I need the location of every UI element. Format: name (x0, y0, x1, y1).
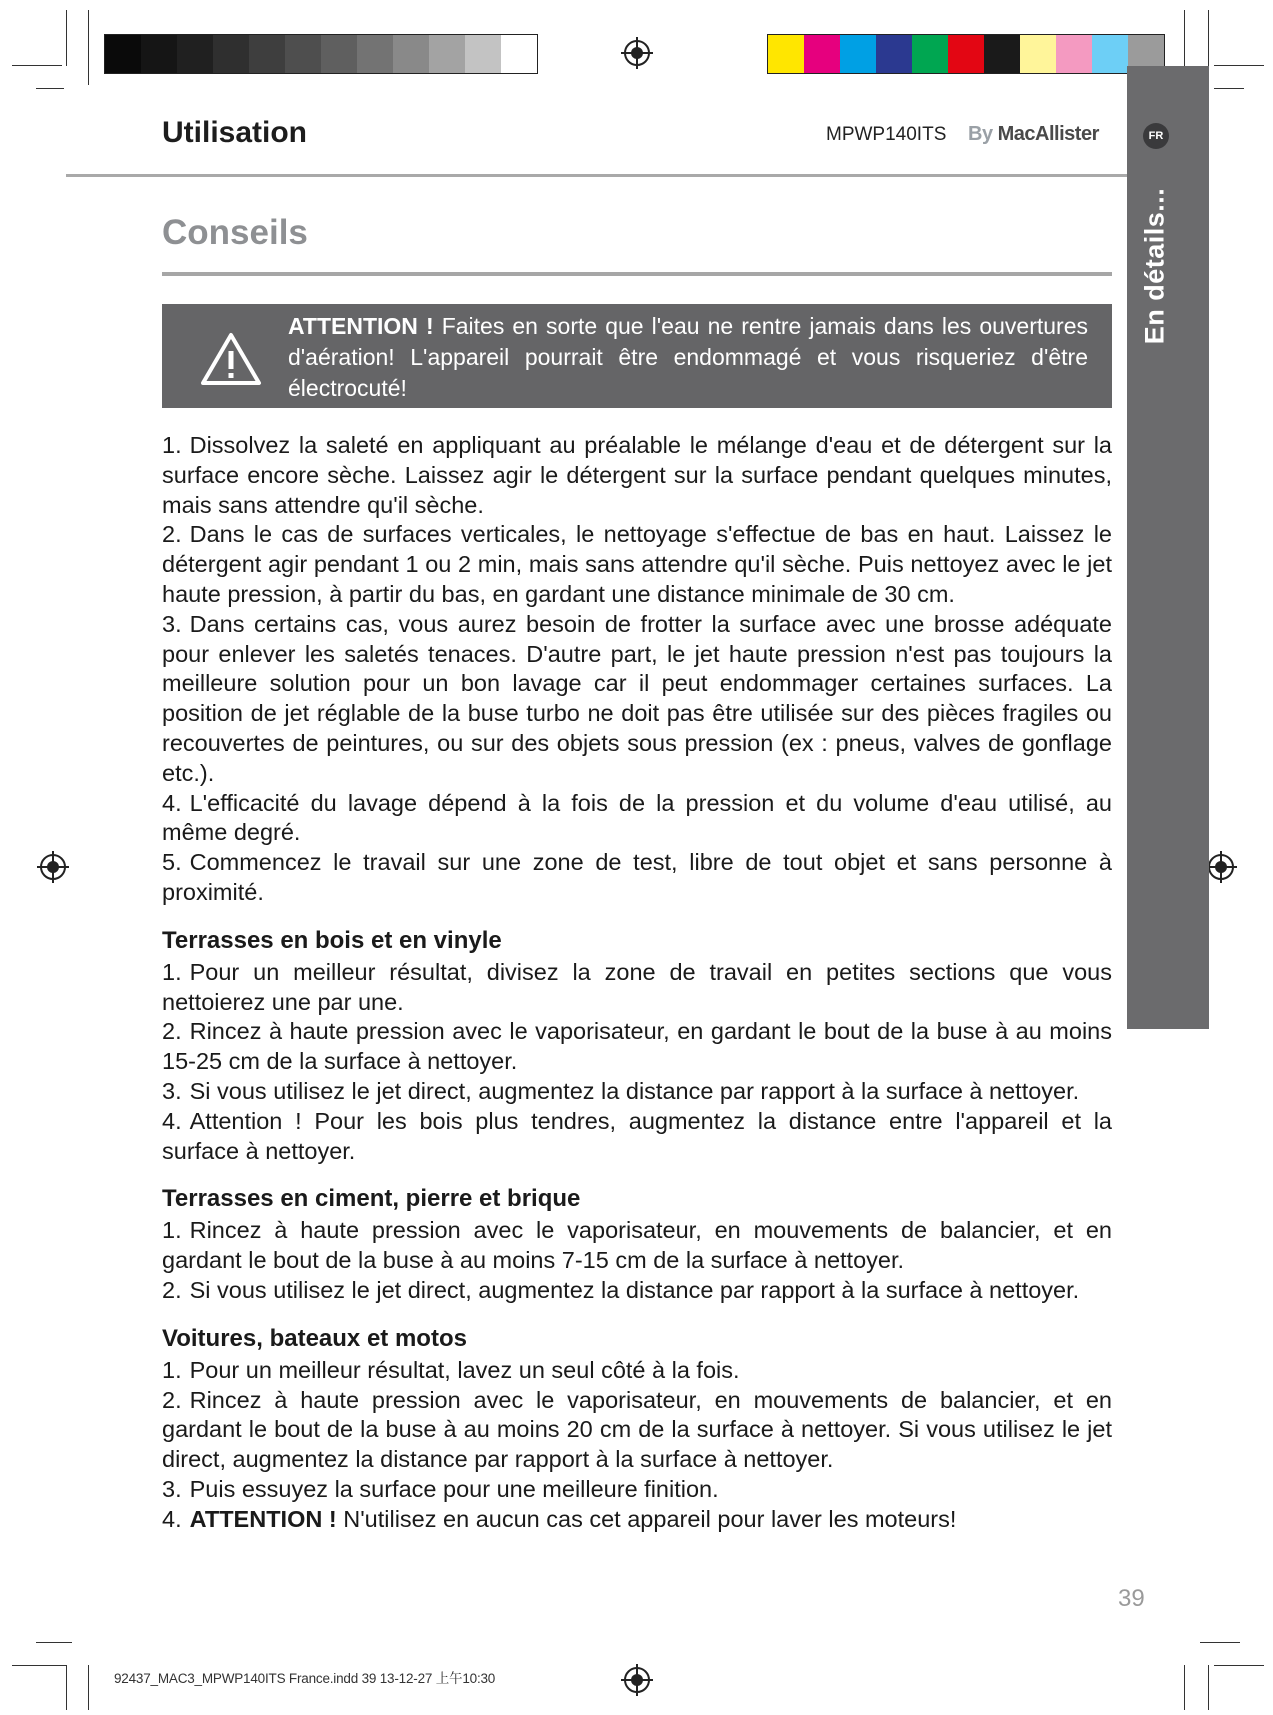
color-swatch (429, 35, 465, 73)
side-tab-label: En détails... (1139, 187, 1170, 345)
header-divider (66, 174, 1127, 177)
sub-heading-wood: Terrasses en bois et en vinyle (162, 926, 502, 954)
list-item (162, 1017, 1112, 1077)
list-item (162, 1276, 1112, 1306)
section-title: Utilisation (162, 116, 308, 149)
crop-mark (36, 1642, 72, 1643)
warning-box (162, 304, 1112, 408)
list-item (162, 1216, 1112, 1276)
brand-by: By (968, 123, 993, 145)
crop-mark (88, 10, 89, 85)
crop-mark (88, 1665, 89, 1710)
list-item-number: 4. (162, 789, 182, 816)
list-item (162, 431, 1112, 520)
list-item (162, 1386, 1112, 1475)
color-swatch (984, 35, 1020, 73)
list-item-number: 3. (162, 1077, 182, 1104)
list-item-text: Dans certains cas, vous aurez besoin de frotter la surface avec une brosse adéquate pour enlever les saletés tenaces. D'autre part, le jet haute pression n'est pas toujours la meilleure solution pour un bon lavage car il peut endommager certaines surfaces. La position de jet réglable de la buse turbo ne doit pas être utilisée sur des pièces fragiles ou recouvertes de peintures, ou sur des objets sous pression (ex : pneus, valves de gonflage etc.). (162, 610, 1112, 786)
footer-slug: 92437_MAC3_MPWP140ITS France.indd 39 13-12-27 上午10:30 (114, 1671, 496, 1686)
brand-logo (968, 123, 1099, 146)
crop-mark (1200, 1642, 1240, 1643)
list-item-text: Pour un meilleur résultat, lavez un seul côté à la fois. (189, 1356, 740, 1383)
list-item-number: 1. (162, 1356, 182, 1383)
color-calibration-bar (767, 34, 1165, 74)
color-swatch (357, 35, 393, 73)
list-item (162, 958, 1112, 1018)
crop-mark (1184, 1665, 1185, 1710)
color-swatch (105, 35, 141, 73)
list-item (162, 1505, 1112, 1535)
color-swatch (876, 35, 912, 73)
list-item-number: 3. (162, 610, 182, 637)
registration-mark-icon (620, 36, 654, 70)
model-number: MPWP140ITS (826, 124, 947, 145)
crop-mark (36, 88, 64, 89)
wood-tips-list (162, 958, 1112, 1167)
color-swatch (1020, 35, 1056, 73)
page-heading: Conseils (162, 213, 308, 252)
list-item-number: 5. (162, 849, 182, 876)
list-item-number: 1. (162, 432, 182, 458)
list-item (162, 1077, 1112, 1107)
color-swatch (1056, 35, 1092, 73)
warning-text (288, 311, 1088, 404)
brand-name: MacAllister (997, 123, 1099, 145)
list-item-number: 1. (162, 958, 182, 985)
language-badge: FR (1143, 123, 1169, 149)
list-item-text: Attention ! Pour les bois plus tendres, augmentez la distance entre l'appareil et la surface à nettoyer. (162, 1107, 1112, 1164)
crop-mark (12, 65, 62, 66)
registration-mark-icon (1204, 850, 1238, 884)
warning-lead: ATTENTION ! (288, 313, 434, 339)
color-swatch (804, 35, 840, 73)
warning-body: Faites en sorte que l'eau ne rentre jamais dans les ouvertures d'aération! L'appareil pourrait être endommagé et vous risqueriez d'être électrocuté! (288, 313, 1088, 401)
list-item-number: 4. (162, 1107, 182, 1134)
sub-heading-vehicles: Voitures, bateaux et motos (162, 1324, 467, 1352)
crop-mark (66, 10, 67, 66)
color-swatch (321, 35, 357, 73)
color-swatch (177, 35, 213, 73)
list-item-text: Rincez à haute pression avec le vaporisateur, en mouvements de balancier, et en gardant le bout de la buse à au moins 7-15 cm de la surface à nettoyer. (162, 1217, 1112, 1274)
color-swatch (948, 35, 984, 73)
crop-mark (66, 1665, 67, 1710)
crop-mark (1214, 88, 1244, 89)
list-item-text: Commencez le travail sur une zone de test, libre de tout objet et sans personne à proximité. (162, 849, 1112, 905)
registration-mark-icon (620, 1663, 654, 1697)
color-swatch (393, 35, 429, 73)
registration-mark-icon (36, 850, 70, 884)
list-item-text: Rincez à haute pression avec le vaporisateur, en mouvements de balancier, et en gardant le bout de la buse à au moins 20 cm de la surface à nettoyer. Si vous utilisez le jet direct, augmentez la distance par rapport à la surface à nettoyer. (162, 1386, 1112, 1473)
list-item-text: Puis essuyez la surface pour une meilleure finition. (189, 1475, 719, 1502)
list-item (162, 1107, 1112, 1167)
grayscale-calibration-bar (104, 34, 538, 74)
list-item (162, 1356, 1112, 1386)
color-swatch (912, 35, 948, 73)
list-item (162, 1475, 1112, 1505)
color-swatch (141, 35, 177, 73)
page-number: 39 (1118, 1585, 1145, 1612)
list-item-text: Si vous utilisez le jet direct, augmentez la distance par rapport à la surface à nettoyer. (189, 1077, 1080, 1104)
warning-triangle-icon (199, 331, 263, 387)
vehicles-warning-lead: ATTENTION ! (189, 1505, 337, 1532)
list-item-number: 4. (162, 1505, 182, 1532)
list-item (162, 789, 1112, 849)
list-item-text: L'efficacité du lavage dépend à la fois de la pression et du volume d'eau utilisé, au même degré. (162, 789, 1112, 846)
color-swatch (501, 35, 537, 73)
main-content (162, 431, 1112, 1535)
color-swatch (285, 35, 321, 73)
vehicles-tips-list (162, 1356, 1112, 1505)
list-item-text: Si vous utilisez le jet direct, augmentez la distance par rapport à la surface à nettoyer. (189, 1276, 1080, 1303)
heading-divider (162, 272, 1112, 276)
color-swatch (465, 35, 501, 73)
list-item-number: 2. (162, 1018, 182, 1045)
color-swatch (249, 35, 285, 73)
list-item-text: Rincez à haute pression avec le vaporisateur, en gardant le bout de la buse à au moins 15-25 cm de la surface à nettoyer. (162, 1018, 1112, 1075)
color-swatch (1092, 35, 1128, 73)
list-item-number: 2. (162, 1276, 182, 1303)
list-item-text: Dans le cas de surfaces verticales, le nettoyage s'effectue de bas en haut. Laissez le détergent agir pendant 1 ou 2 min, mais sans attendre qu'il sèche. Puis nettoyez avec le jet haute pression, à partir du bas, en gardant une distance minimale de 30 cm. (162, 521, 1112, 607)
cement-tips-list (162, 1216, 1112, 1305)
list-item (162, 610, 1112, 789)
color-swatch (768, 35, 804, 73)
list-item (162, 848, 1112, 908)
crop-mark (1214, 65, 1264, 66)
list-item-text: N'utilisez en aucun cas cet appareil pour laver les moteurs! (336, 1505, 957, 1532)
crop-mark (1208, 1665, 1209, 1710)
crop-mark (1184, 10, 1185, 66)
list-item-text: Dissolvez la saleté en appliquant au préalable le mélange d'eau et de détergent sur la surface encore sèche. Laissez agir le détergent sur la surface pendant quelques minutes, mais sans attendre qu'il sèche. (162, 432, 1112, 518)
general-tips-list (162, 431, 1112, 908)
list-item-number: 2. (162, 1386, 182, 1413)
color-swatch (213, 35, 249, 73)
crop-mark (1214, 1665, 1264, 1666)
list-item (162, 520, 1112, 609)
sub-heading-cement: Terrasses en ciment, pierre et brique (162, 1185, 581, 1213)
crop-mark (12, 1665, 66, 1666)
list-item-number: 3. (162, 1475, 182, 1502)
list-item-number: 1. (162, 1217, 182, 1244)
list-item-number: 2. (162, 521, 182, 548)
list-item-text: Pour un meilleur résultat, divisez la zone de travail en petites sections que vous nettoierez une par une. (162, 958, 1112, 1015)
color-swatch (840, 35, 876, 73)
